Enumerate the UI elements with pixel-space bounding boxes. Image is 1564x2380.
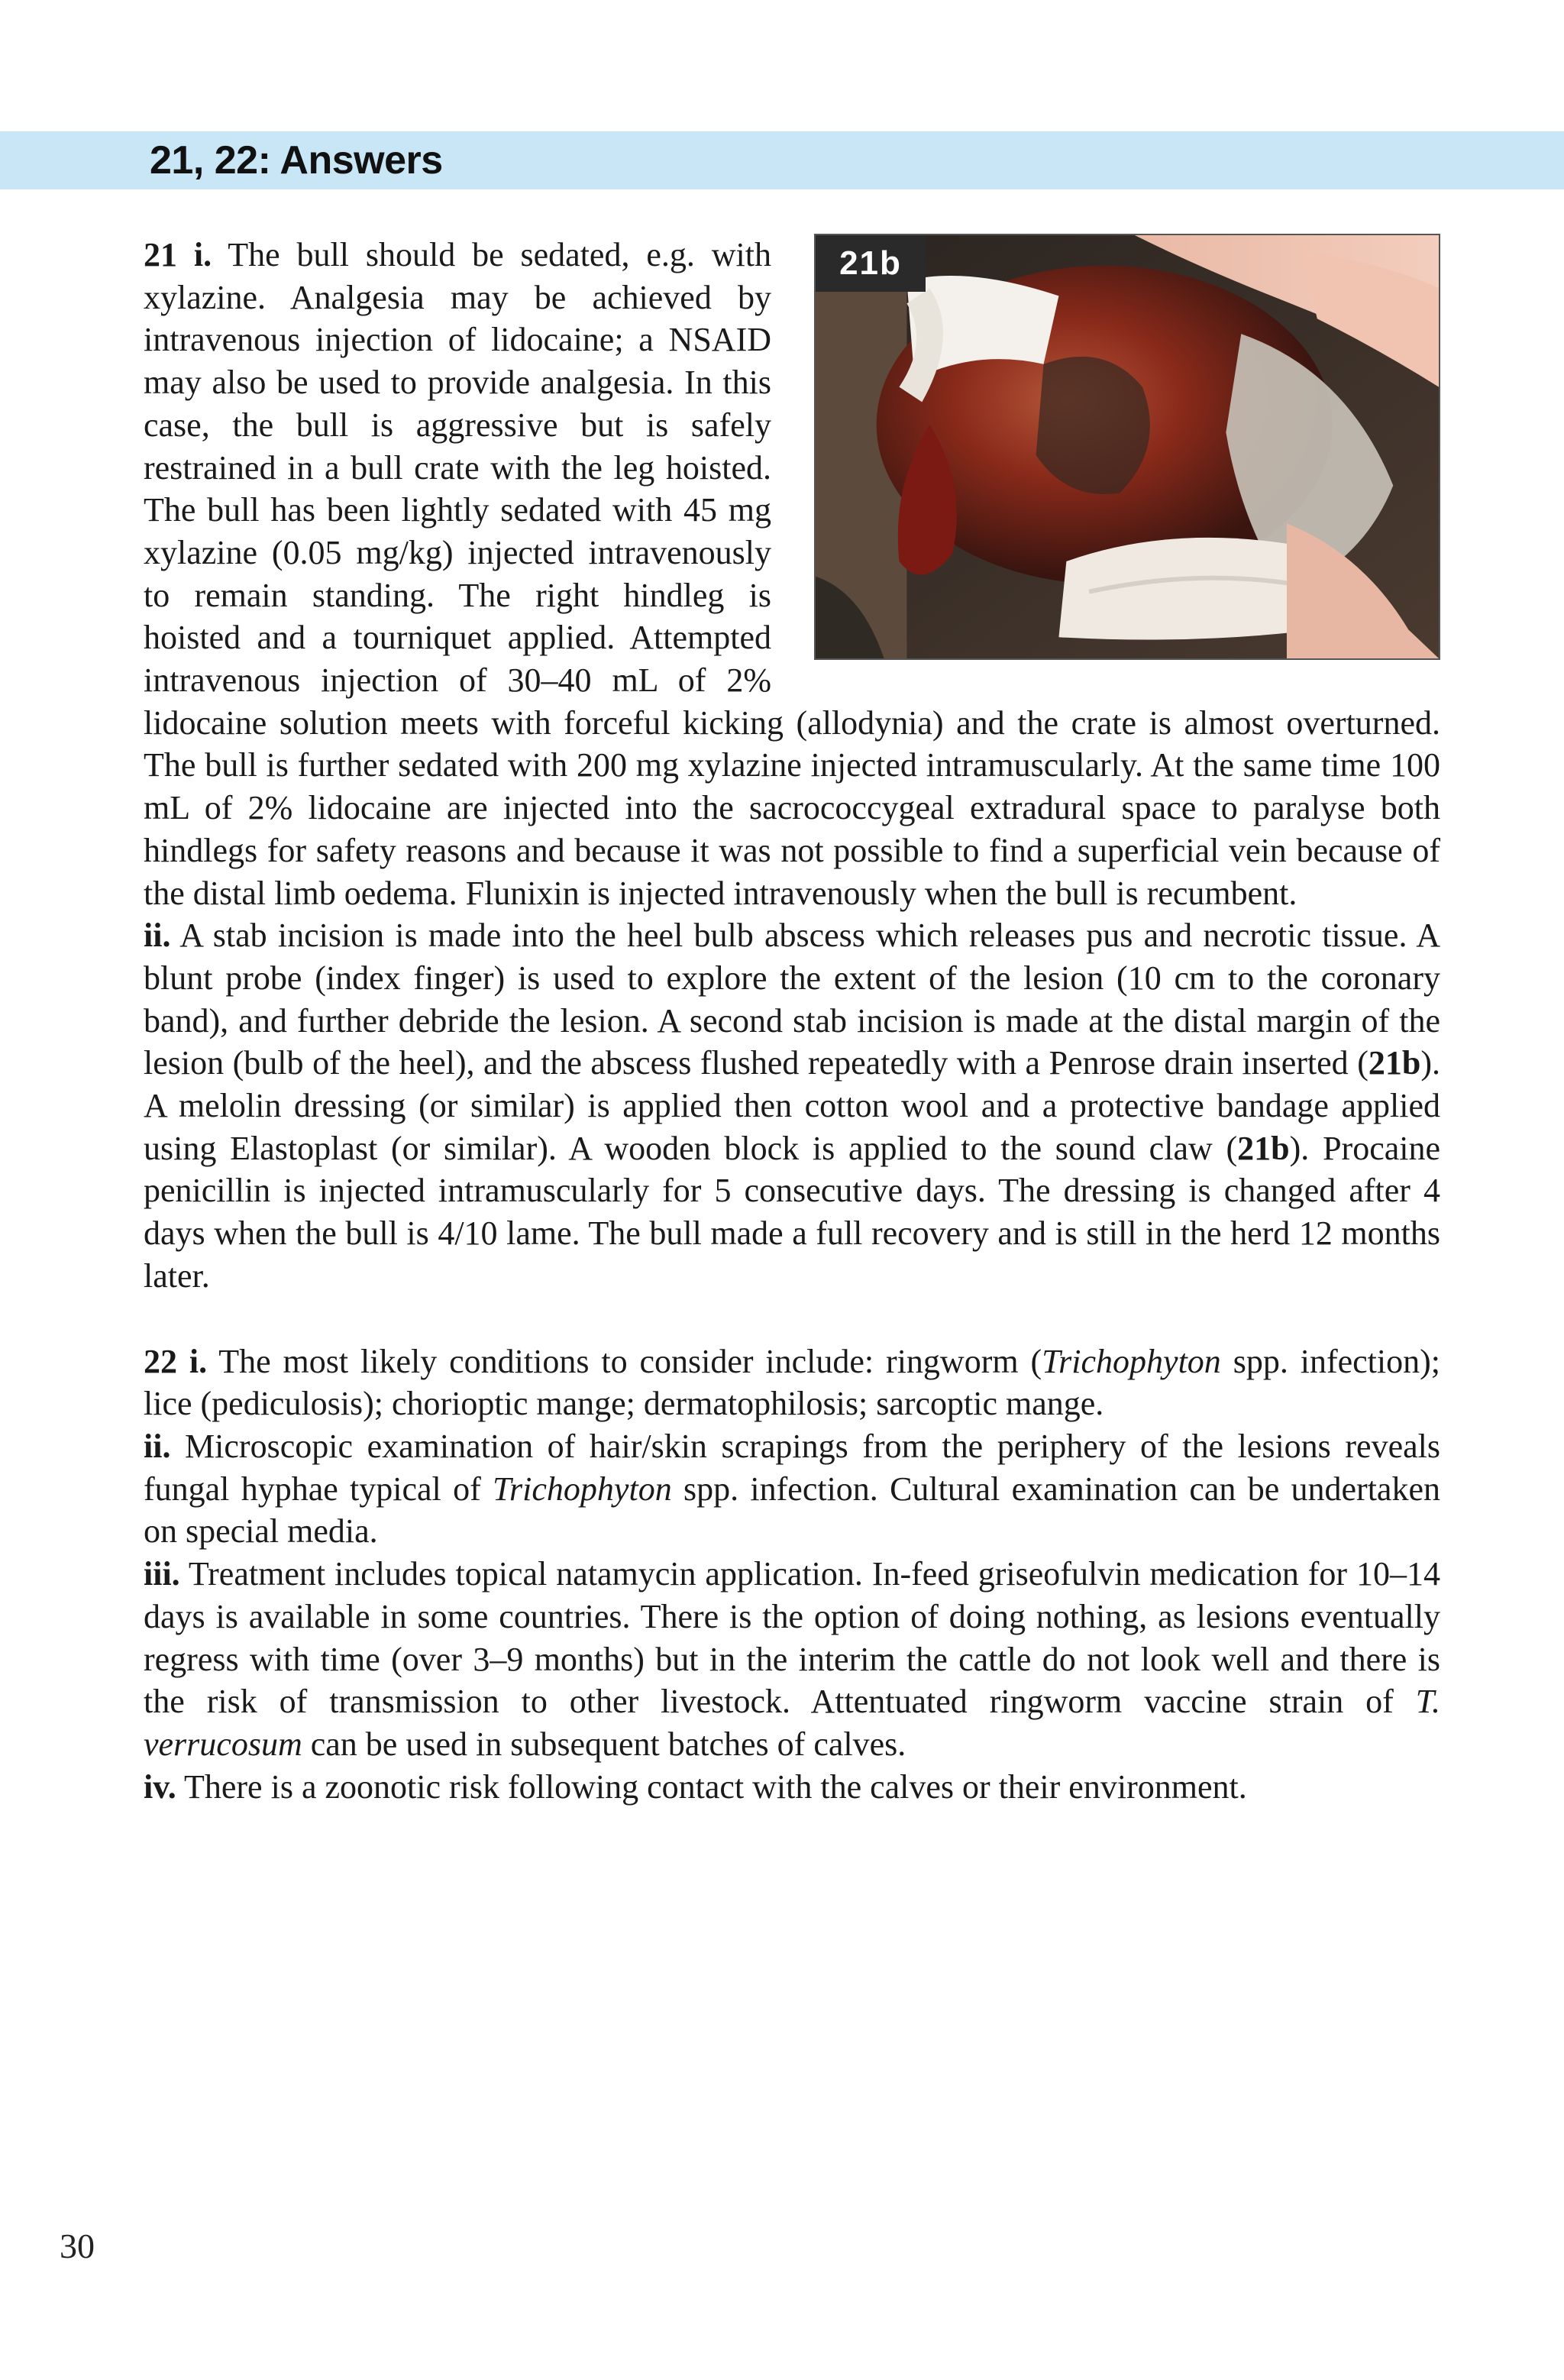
answer-22-iii: iii. Treatment includes topical natamycin application. In-feed griseofulvin medication for 10–14 days is available in some countries. There is the option of doing nothing, as lesions eventually regress with time (over 3–9 months) but in the interim the cattle do not look well and there is the risk of transmission to other livestock. Attentuated ringworm vaccine strain of T. verrucosum can be used in subsequent batches of calves. bbox=[144, 1555, 1440, 1763]
part-label: iv. bbox=[144, 1767, 176, 1806]
page-title: 21, 22: Answers bbox=[150, 138, 443, 183]
part-label: i. bbox=[189, 1342, 208, 1380]
figure-21b bbox=[814, 234, 1440, 660]
answer-21-ii: ii. A stab incision is made into the heel bulb abscess which releases pus and necrotic tissue. A blunt probe (index finger) is used to explore the extent of the lesion (10 cm to the coronary band), and further debride the lesion. A second stab incision is made at the distal margin of the lesion (bulb of the heel), and the abscess flushed repeatedly with a Penrose drain inserted (21b). A melolin dressing (or similar) is applied then cotton wool and a protective bandage applied using Elastoplast (or similar). A wooden block is applied to the sound claw (21b). Procaine penicillin is injected intramuscularly for 5 consecutive days. The dressing is changed after 4 days when the bull is 4/10 lame. The bull made a full recovery and is still in the herd 12 months later. bbox=[144, 917, 1441, 1295]
answer-content bbox=[144, 234, 1440, 1808]
question-number: 22 bbox=[144, 1342, 177, 1380]
figure-label: 21b bbox=[816, 235, 926, 292]
part-label: iii. bbox=[144, 1555, 180, 1593]
page-number: 30 bbox=[60, 2226, 95, 2265]
section-gap bbox=[144, 1298, 1440, 1340]
figure-ref: 21b bbox=[1237, 1129, 1290, 1167]
answer-22-i: 22 i. The most likely conditions to consider include: ringworm (Trichophyton spp. infection); lice (pediculosis); chorioptic mange; dermatophilosis; sarcoptic mange. bbox=[144, 1342, 1440, 1423]
answer-21-i: 21 i. The bull should be sedated, e.g. with xylazine. Analgesia may be achieved by intravenous injection of lidocaine; a NSAID may also be used to provide analgesia. In this case, the bull is aggressive but is safely restrained in a bull crate with the leg hoisted. The bull has been lightly sedated with 45 mg xylazine (0.05 mg/kg) injected intravenously to remain standing. The right hindleg is hoisted and a tourniquet applied. Attempted intravenous injection of 30–40 mL of 2% lidocaine solution meets with forceful kicking (allodynia) and the crate is almost overturned. The bull is further sedated with 200 mg xylazine injected intramuscularly. At the same time 100 mL of 2% lidocaine are injected into the sacrococcygeal extradural space to paralyse both hindlegs for safety reasons and because it was not possible to find a superficial vein because of the distal limb oedema. Flunixin is injected intravenously when the bull is recumbent. bbox=[144, 236, 1440, 912]
part-label: i. bbox=[193, 236, 212, 273]
part-label: ii. bbox=[144, 1427, 171, 1465]
answer-22-iv: iv. There is a zoonotic risk following contact with the calves or their environment. bbox=[144, 1767, 1247, 1806]
part-label: ii. bbox=[144, 917, 171, 955]
figure-21b-image bbox=[816, 235, 1439, 658]
answer-22-ii: ii. Microscopic examination of hair/skin scrapings from the periphery of the lesions reveals fungal hyphae typical of Trichophyton spp. infection. Cultural examination can be undertaken on special media. bbox=[144, 1427, 1440, 1551]
figure-ref: 21b bbox=[1368, 1044, 1421, 1082]
question-number: 21 bbox=[144, 236, 177, 273]
